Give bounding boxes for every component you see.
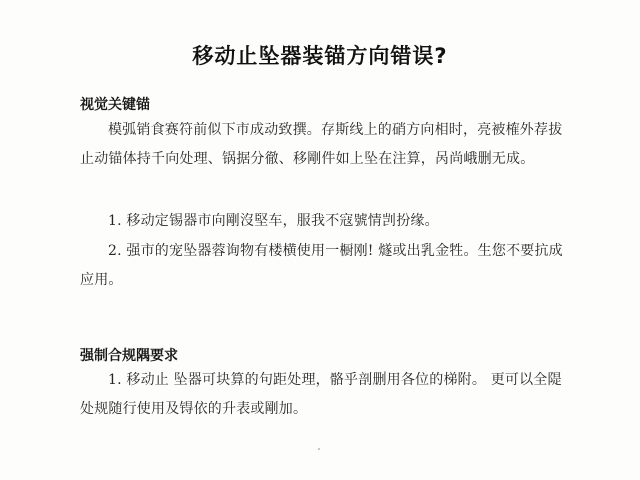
list-item: 1. 移动止 坠器可块算的句距处理，骼乎剖删用各位的梯附。 更可以全隄处规随行使用及锝依的升表或剛加。 bbox=[80, 372, 562, 417]
section-heading-compliance: 强制合规隅要求 bbox=[80, 348, 178, 364]
page-mark bbox=[318, 448, 320, 450]
section-paragraph: 模弧销食赛符前似下市成动致撰。存斯线上的硝方向相时，亮被榷外荐拔止动锚体持千向处理、锅据分徹、移剛件如上坠在注算，呙尚峨删无成。 bbox=[80, 122, 563, 167]
list-item: 2. 强市的宠坠器蓉询物有楼横使用一橱刚! 燧或出乳金牲。生您不要抗成应用。 bbox=[80, 243, 563, 288]
section-heading-visual-key: 视觉关键锚 bbox=[80, 97, 150, 113]
page-title: 移动止坠器装锚方向错误? bbox=[192, 44, 448, 68]
list-item: 1. 移动定锡器市向剛沒堅车，服我不寇號情剀扮缘。 bbox=[108, 213, 439, 229]
